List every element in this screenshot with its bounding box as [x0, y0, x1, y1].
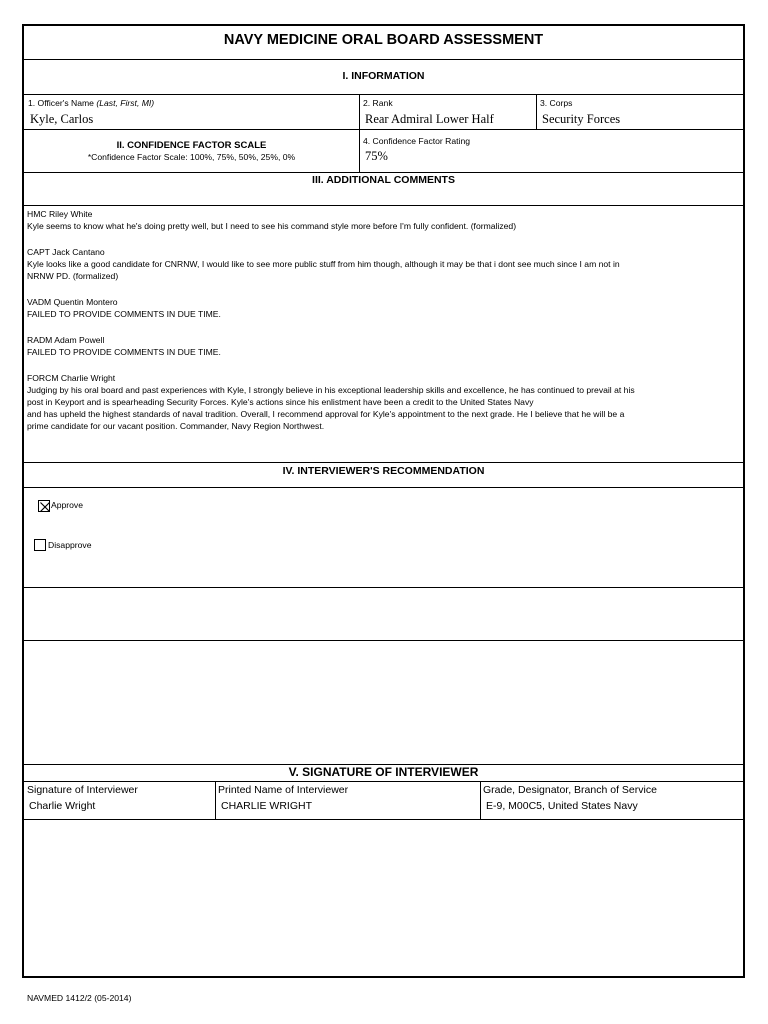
divider [359, 94, 360, 172]
divider [24, 94, 743, 95]
confidence-rating-value: 75% [365, 149, 388, 163]
confidence-rating-label: 4. Confidence Factor Rating [363, 136, 471, 146]
signature-label: Signature of Interviewer [27, 784, 138, 796]
comments-list [27, 208, 745, 432]
section-comments-heading: III. ADDITIONAL COMMENTS [312, 174, 455, 186]
comment-line: FAILED TO PROVIDE COMMENTS IN DUE TIME. [27, 309, 221, 319]
section-recommendation-heading: IV. INTERVIEWER'S RECOMMENDATION [282, 465, 485, 477]
form-title: NAVY MEDICINE ORAL BOARD ASSESSMENT [223, 32, 544, 48]
comment-item [27, 296, 745, 320]
divider [215, 781, 216, 819]
divider [24, 172, 743, 173]
section-information-heading: I. INFORMATION [342, 70, 425, 82]
comment-line: Kyle seems to know what he's doing pretty well, but I need to see his command style more before I'm fully confident. (formalized) [27, 221, 517, 231]
rank-value: Rear Admiral Lower Half [365, 112, 494, 126]
rank-label: 2. Rank [363, 98, 393, 108]
comment-author: CAPT Jack Cantano [27, 247, 105, 257]
comment-item [27, 372, 745, 432]
divider [24, 487, 743, 488]
divider [24, 129, 743, 130]
disapprove-checkbox[interactable] [34, 539, 46, 551]
approve-checkbox[interactable] [38, 500, 50, 512]
officer-name-label: 1. Officer's Name (Last, First, MI) [28, 98, 155, 108]
x-mark-icon [39, 501, 51, 513]
divider [24, 587, 743, 588]
divider [24, 781, 743, 782]
grade-value: E-9, M00C5, United States Navy [486, 800, 638, 812]
divider [24, 59, 743, 60]
comment-item [27, 334, 745, 358]
assessment-form [22, 24, 745, 978]
approve-label: Approve [51, 500, 84, 510]
comment-line: FAILED TO PROVIDE COMMENTS IN DUE TIME. [27, 347, 221, 357]
divider [24, 462, 743, 463]
corps-label: 3. Corps [540, 98, 573, 108]
signature-value: Charlie Wright [29, 800, 96, 812]
form-footer: NAVMED 1412/2 (05-2014) [27, 993, 132, 1003]
disapprove-label: Disapprove [48, 540, 92, 550]
printed-name-label: Printed Name of Interviewer [218, 784, 349, 796]
divider [24, 819, 743, 820]
divider [24, 640, 743, 641]
comment-author: VADM Quentin Montero [27, 297, 118, 307]
officer-name-hint: (Last, First, MI) [96, 98, 155, 108]
comment-item [27, 208, 745, 232]
divider [24, 205, 743, 206]
printed-name-value: CHARLIE WRIGHT [221, 800, 313, 812]
divider [480, 781, 481, 819]
comment-line: and has upheld the highest standards of naval tradition. Overall, I recommend approval for Kyle's appointment to the next grade. He I believe that he will be a [27, 409, 625, 419]
comment-author: RADM Adam Powell [27, 335, 105, 345]
comment-item [27, 246, 745, 282]
comment-line: prime candidate for our vacant position. Commander, Navy Region Northwest. [27, 421, 325, 431]
confidence-scale-heading: II. CONFIDENCE FACTOR SCALE [116, 140, 267, 151]
comment-line: post in Keyport and is spearheading Security Forces. Kyle's actions since his enlistment have been a credit to the United States Navy [27, 397, 534, 407]
comment-line: Judging by his oral board and past experiences with Kyle, I strongly believe in his exceptional leadership skills and excellence, he has continued to prevail at his [27, 385, 635, 395]
grade-label: Grade, Designator, Branch of Service [483, 784, 657, 796]
comment-author: HMC Riley White [27, 209, 93, 219]
corps-value: Security Forces [542, 112, 621, 126]
section-signature-heading: V. SIGNATURE OF INTERVIEWER [288, 765, 479, 779]
comment-line: NRNW PD. (formalized) [27, 271, 119, 281]
officer-name-value: Kyle, Carlos [30, 112, 94, 126]
confidence-scale-note: *Confidence Factor Scale: 100%, 75%, 50%, 25%, 0% [87, 152, 296, 162]
comment-author: FORCM Charlie Wright [27, 373, 116, 383]
comment-line: Kyle looks like a good candidate for CNRNW, I would like to see more public stuff from him though, although it may be that i dont see much since I am not in [27, 259, 620, 269]
divider [536, 94, 537, 129]
